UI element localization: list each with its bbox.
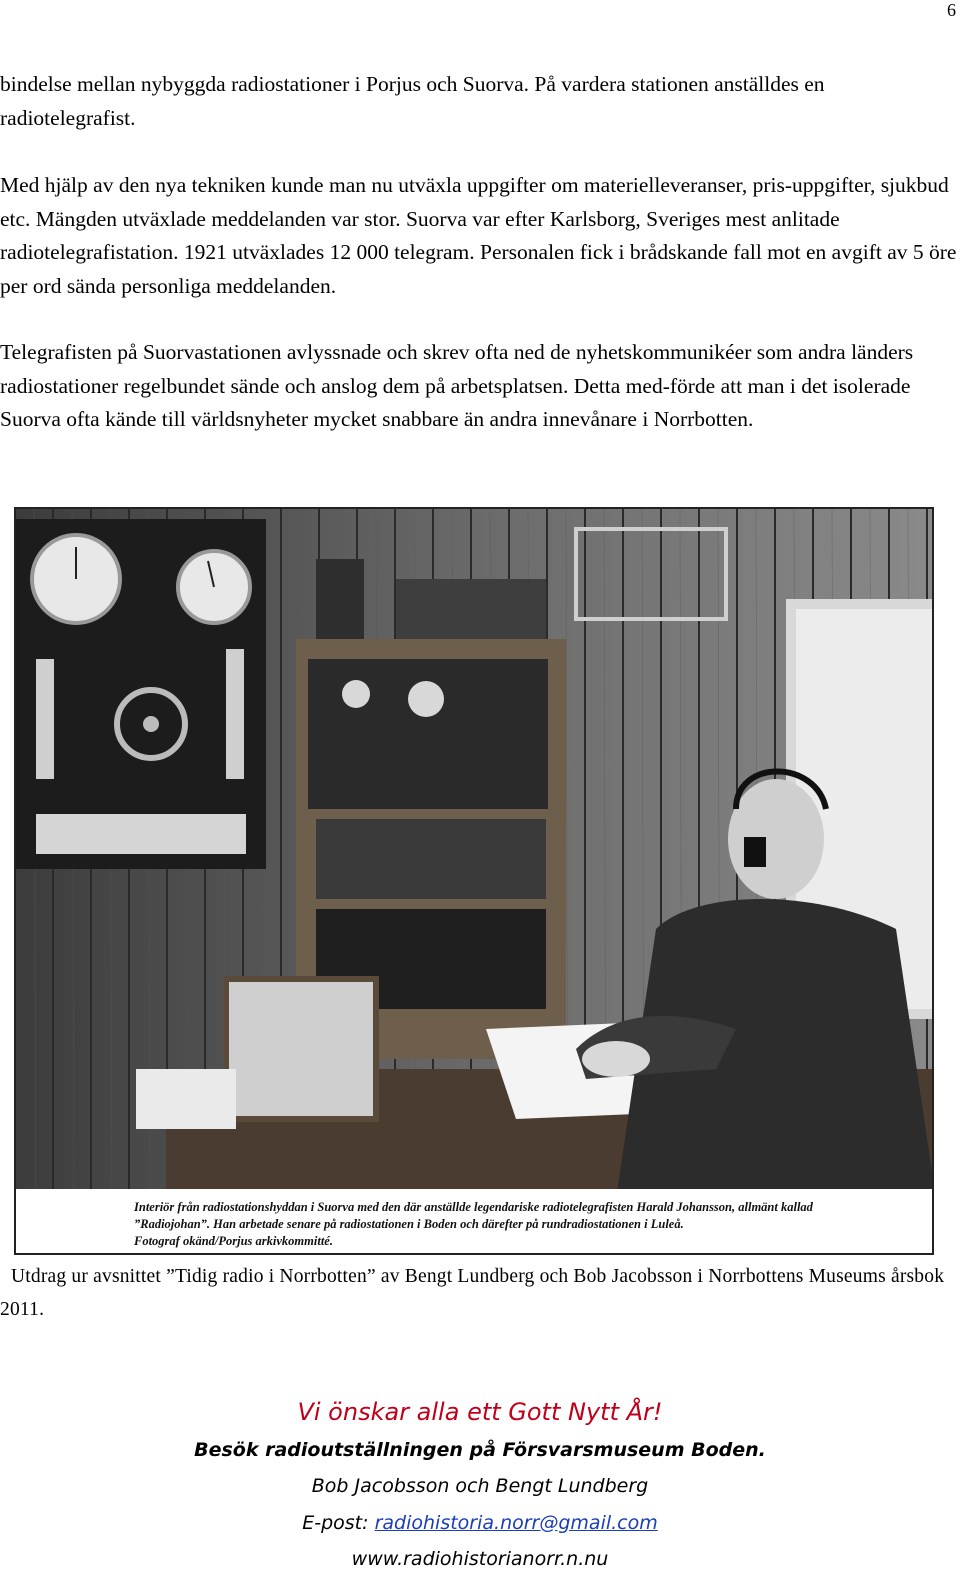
new-year-greeting: Vi önskar alla ett Gott Nytt År! <box>297 1398 663 1426</box>
email-link[interactable]: radiohistoria.norr@gmail.com <box>374 1512 658 1534</box>
photo-caption <box>134 1199 924 1250</box>
paragraph-text: Telegrafisten på Suorvastationen avlyssnade och skrev ofta ned de nyhetskommunikéer som andra länders radiostationer regelbundet sände och anslog dem på arbetsplatsen. Detta med-förde att man i det isolerade Suorva ofta kände till världsnyheter mycket snabbare än andra innevånare i Norrbotten. <box>0 340 914 431</box>
page-number: 6 <box>947 0 956 20</box>
photo-caption-line: Interiör från radiostationshyddan i Suorva med den där anställde legendariske radiotelegrafisten Harald Johansson, allmänt kallad <box>134 1200 813 1214</box>
photo-caption-line: Fotograf okänd/Porjus arkivkommitté. <box>134 1234 333 1248</box>
website-link[interactable]: www.radiohistorianorr.n.nu <box>351 1548 609 1570</box>
email-line <box>0 1505 960 1541</box>
footer <box>0 1392 960 1577</box>
exhibition-invitation: Besök radioutställningen på Försvarsmuseum Boden. <box>194 1439 766 1461</box>
historical-photo <box>14 507 934 1255</box>
body-paragraph-1 <box>0 68 958 135</box>
email-label: E-post: <box>302 1512 375 1534</box>
paragraph-text: Med hjälp av den nya tekniken kunde man nu utväxla uppgifter om materielleveranser, pris-uppgifter, sjukbud etc. Mängden utväxlade meddelanden var stor. Suorva var efter Karlsborg, Sveriges mest anlitade radiotelegrafistation. 1921 utväxlades 12 000 telegram. Personalen fick i brådskande fall mot en avgift av 5 öre per ord sända personliga meddelanden. <box>0 173 957 298</box>
photo-caption-line: ”Radiojohan”. Han arbetade senare på radiostationen i Boden och därefter på rundradiostationen i Luleå. <box>134 1217 684 1231</box>
source-note: Utdrag ur avsnittet ”Tidig radio i Norrbotten” av Bengt Lundberg och Bob Jacobsson i Norrbottens Museums årsbok 2011. <box>0 1266 945 1320</box>
body-paragraph-3 <box>0 336 958 437</box>
radio-station-photo-illustration <box>16 509 934 1255</box>
body-paragraph-2 <box>0 169 958 303</box>
authors-line: Bob Jacobsson och Bengt Lundberg <box>311 1475 649 1497</box>
paragraph-text: bindelse mellan nybyggda radiostationer i Porjus och Suorva. På vardera stationen anställdes en radiotelegrafist. <box>0 72 825 130</box>
